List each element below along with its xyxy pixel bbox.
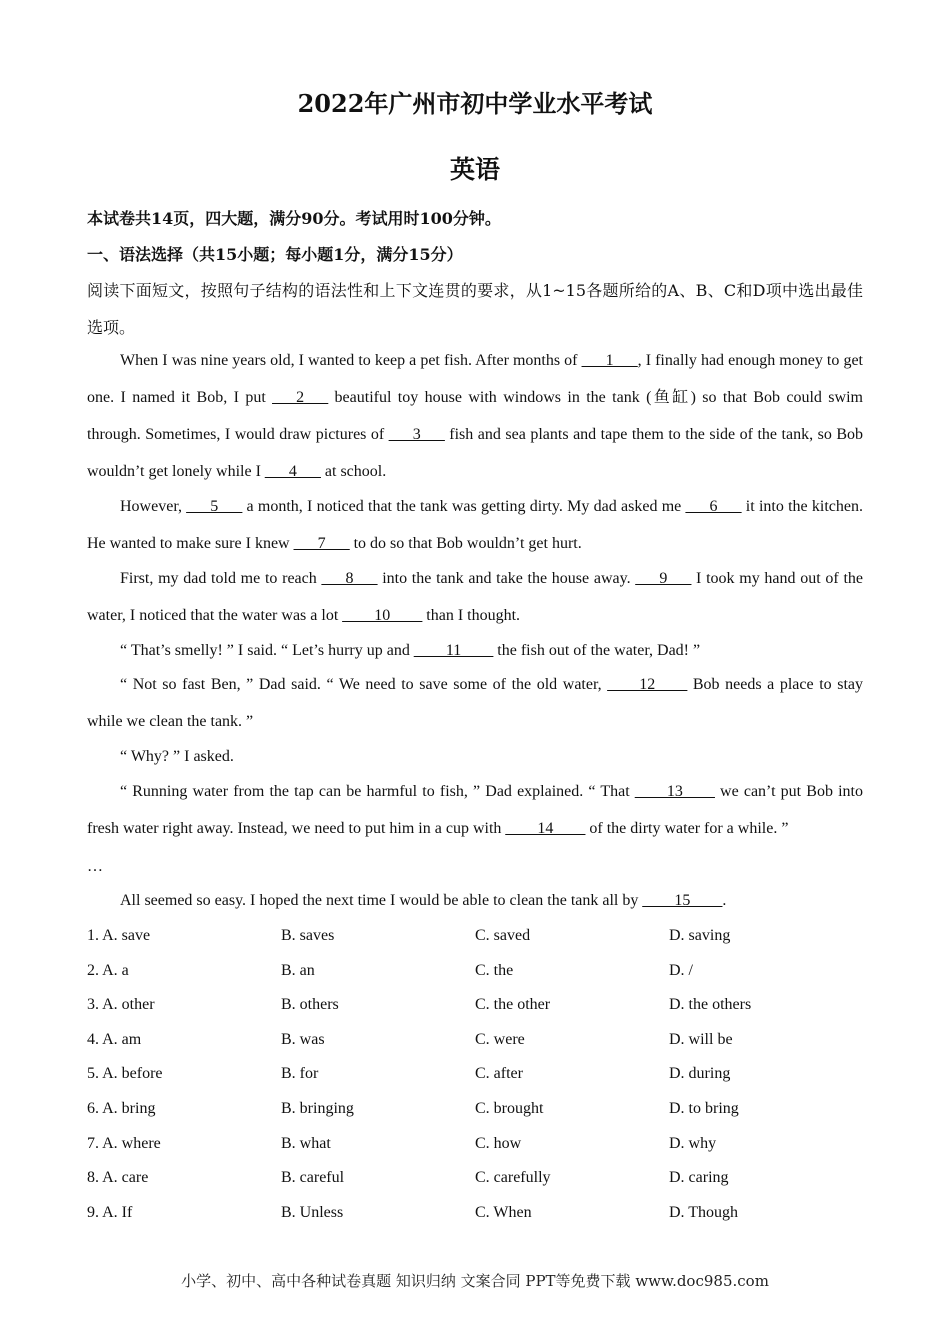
option-a: 3. A. other: [87, 996, 155, 1014]
question-row: [87, 1169, 863, 1191]
passage-paragraph-2: [87, 488, 863, 562]
blank-15: ____15____: [642, 892, 723, 909]
option-d: D. saving: [669, 927, 731, 944]
blank-2: ___2___: [272, 389, 329, 406]
option-d: D. why: [669, 1134, 717, 1152]
passage-text: than I thought.: [422, 607, 521, 624]
question-row: [87, 962, 863, 984]
passage-text: “ Running water from the tap can be harmful to fish, ” Dad explained. “ That: [120, 783, 635, 800]
passage-paragraph-1: [87, 342, 863, 490]
option-b: B. for: [281, 1065, 319, 1083]
option-c: C. were: [475, 1030, 525, 1048]
passage-text: I took my hand out of the water, I noticed that the water was a lot: [87, 570, 864, 624]
passage-text: However,: [120, 498, 187, 515]
option-c: C. When: [475, 1203, 532, 1221]
option-b: B. was: [281, 1030, 325, 1048]
passage-text: First, my dad told me to reach: [120, 570, 322, 587]
passage-text: to do so that Bob wouldn’t get hurt.: [349, 535, 582, 552]
blank-8: ___8___: [321, 570, 378, 587]
option-a: 1. A. save: [87, 927, 151, 944]
option-d: D. will be: [669, 1030, 733, 1048]
blank-13: ____13____: [634, 783, 715, 800]
option-d: D. during: [669, 1065, 731, 1083]
option-d: D. /: [669, 961, 693, 979]
option-c: C. the: [475, 961, 514, 979]
option-a: 5. A. before: [87, 1065, 163, 1083]
passage-paragraph-6: “ Why? ” I asked.: [120, 748, 234, 765]
passage-text: we can’t put Bob into fresh water right away. Instead, we need to put him in a cup with: [87, 783, 863, 837]
option-c: C. saved: [475, 927, 531, 944]
passage-text: All seemed so easy. I hoped the next time I would be able to clean the tank all by: [120, 892, 643, 909]
passage-paragraph-8: [87, 882, 863, 919]
option-a: 6. A. bring: [87, 1100, 156, 1117]
question-row: [87, 1135, 863, 1157]
passage-text: it into the kitchen. He wanted to make sure I knew: [87, 498, 864, 552]
exam-info: 本试卷共14页，四大题，满分90分。考试用时100分钟。: [87, 209, 501, 228]
instruction: 阅读下面短文，按照句子结构的语法性和上下文连贯的要求，从1~15各题所给的A、B、C和D项中选出最佳选项。: [87, 281, 863, 337]
question-row: [87, 1065, 863, 1087]
option-b: B. an: [281, 961, 315, 979]
option-c: C. how: [475, 1134, 522, 1152]
blank-11: ____11____: [413, 642, 494, 659]
question-row: [87, 927, 863, 949]
blank-12: ____12____: [607, 676, 688, 693]
blank-1: ___1___: [581, 352, 638, 369]
option-b: B. others: [281, 996, 339, 1014]
blank-9: ___9___: [635, 570, 692, 587]
option-d: D. to bring: [669, 1100, 739, 1117]
blank-7: ___7___: [293, 535, 350, 552]
passage-text: Bob needs a place to stay while we clean the tank. ”: [87, 676, 864, 730]
passage-text: the fish out of the water, Dad! ”: [493, 642, 701, 659]
blank-14: ____14____: [505, 820, 586, 837]
option-d: D. Though: [669, 1203, 739, 1221]
passage-text: at school.: [320, 463, 387, 480]
blank-4: ___4___: [264, 463, 321, 480]
option-b: B. Unless: [281, 1203, 344, 1221]
option-c: C. the other: [475, 996, 551, 1014]
blank-3: ___3___: [388, 426, 445, 443]
passage-text: .: [722, 892, 727, 909]
option-b: B. what: [281, 1134, 331, 1152]
passage-paragraph-3: [87, 560, 863, 634]
option-a: 4. A. am: [87, 1030, 142, 1048]
passage-text: “ That’s smelly! ” I said. “ Let’s hurry up and: [120, 642, 414, 659]
option-b: B. bringing: [281, 1100, 354, 1117]
passage-text: “ Not so fast Ben, ” Dad said. “ We need to save some of the old water,: [120, 676, 608, 693]
option-d: D. caring: [669, 1169, 729, 1187]
passage-text: When I was nine years old, I wanted to keep a pet fish. After months of: [120, 352, 582, 369]
ellipsis: …: [87, 858, 103, 875]
option-b: B. saves: [281, 927, 335, 944]
passage-paragraph-4: [87, 632, 863, 669]
passage-text: beautiful toy house with windows in the tank (鱼缸) so that Bob could swim through. Sometimes, I would draw pictures of: [87, 389, 863, 443]
passage-text: of the dirty water for a while. ”: [585, 820, 789, 837]
question-row: [87, 1031, 863, 1053]
option-d: D. the others: [669, 996, 752, 1014]
option-c: C. carefully: [475, 1169, 551, 1187]
option-c: C. after: [475, 1065, 523, 1083]
footer-ad: 小学、初中、高中各种试卷真题 知识归纳 文案合同 PPT等免费下载 www.doc985.com: [181, 1272, 769, 1290]
option-a: 8. A. care: [87, 1169, 149, 1187]
option-b: B. careful: [281, 1169, 345, 1187]
option-a: 2. A. a: [87, 961, 129, 979]
option-a: 7. A. where: [87, 1134, 161, 1152]
passage-paragraph-7: [87, 773, 863, 847]
subject-title: 英语: [449, 155, 500, 184]
option-c: C. brought: [475, 1100, 544, 1117]
blank-10: ____10____: [342, 607, 423, 624]
exam-title: 2022年广州市初中学业水平考试: [297, 89, 653, 118]
question-row: [87, 1204, 863, 1226]
passage-paragraph-5: [87, 666, 863, 740]
section-heading: 一、语法选择（共15小题；每小题1分，满分15分）: [87, 245, 463, 264]
blank-5: ___5___: [186, 498, 243, 515]
passage-text: into the tank and take the house away.: [377, 570, 636, 587]
question-row: [87, 996, 863, 1018]
question-row: [87, 1100, 863, 1122]
option-a: 9. A. If: [87, 1203, 133, 1221]
passage-text: fish and sea plants and tape them to the side of the tank, so Bob wouldn’t get lonely while I: [87, 426, 864, 480]
blank-6: ___6___: [685, 498, 742, 515]
passage-text: a month, I noticed that the tank was getting dirty. My dad asked me: [242, 498, 686, 515]
passage-text: , I finally had enough money to get one. I named it Bob, I put: [87, 352, 864, 406]
